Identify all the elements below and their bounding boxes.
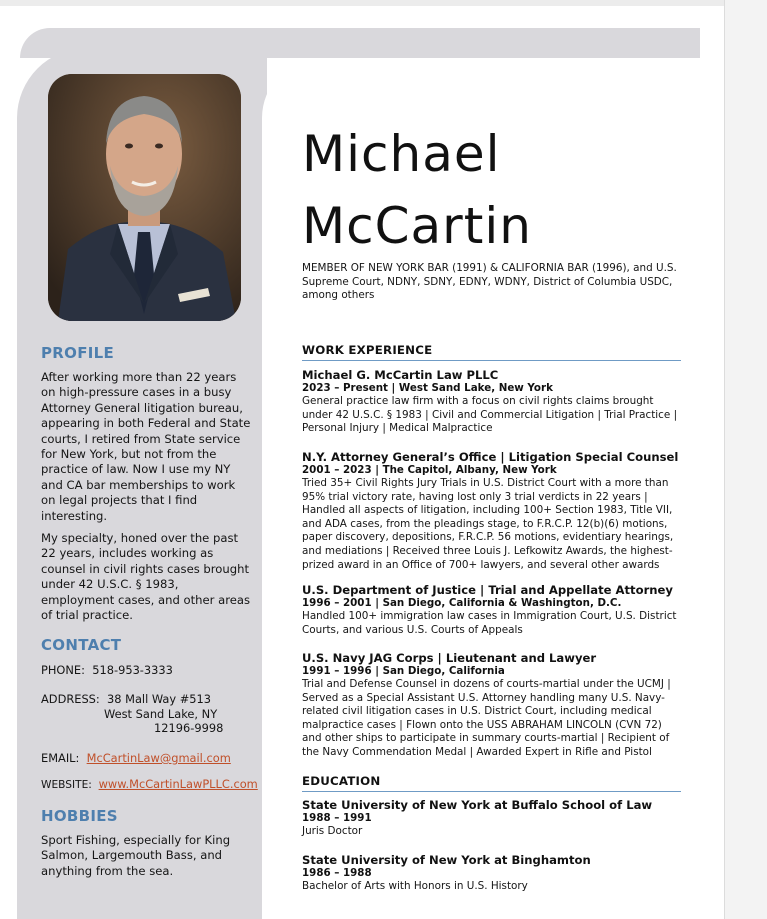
work-experience-heading: WORK EXPERIENCE — [302, 343, 681, 361]
hobbies-text: Sport Fishing, especially for King Salmon, Largemouth Bass, and anything from the sea. — [41, 833, 231, 878]
education-heading: EDUCATION — [302, 774, 681, 792]
job-title: U.S. Navy JAG Corps | Lieutenant and Lawyer — [302, 651, 597, 665]
job-description: Trial and Defense Counsel in dozens of courts-martial under the UCMJ | Served as a Special Assistant U.S. Attorney handling many U.S. Navy-related civil litigation cases in U.S. District Court, including medical malpractice cases | Flown onto the USS ABRAHAM LINCOLN (CVN 72) and other ships to participate in summary courts-martial | Recipient of the Navy Commendation Medal | Awarded Expert in Rifle and Pistol — [302, 678, 671, 758]
document-margin-pane — [724, 0, 767, 919]
phone-line — [41, 663, 173, 677]
website-line — [41, 777, 258, 791]
website-label: WEBSITE: — [41, 779, 92, 791]
email-label: EMAIL: — [41, 751, 80, 765]
job-description: General practice law firm with a focus on civil rights claims brought under 42 U.S.C. § 1983 | Civil and Commercial Litigation | Trial Practice | Personal Injury | Medical Malpractice — [302, 395, 678, 435]
school-degree: Bachelor of Arts with Honors in U.S. History — [302, 880, 528, 892]
address-street: 38 Mall Way #513 — [107, 692, 212, 706]
profile-photo — [48, 74, 241, 321]
job-title: U.S. Department of Justice | Trial and Appellate Attorney — [302, 583, 673, 597]
hobbies-heading: HOBBIES — [41, 807, 118, 825]
address-city: West Sand Lake, NY — [104, 707, 218, 721]
job-entry — [302, 651, 680, 760]
address-line-1 — [41, 692, 211, 706]
job-entry — [302, 583, 680, 637]
job-entry — [302, 450, 680, 572]
job-dates: 1996 – 2001 | San Diego, California & Washington, D.C. — [302, 597, 622, 609]
job-title: N.Y. Attorney General’s Office | Litigation Special Counsel — [302, 450, 679, 464]
school-name: State University of New York at Binghamton — [302, 853, 591, 867]
name-last: McCartin — [302, 197, 532, 255]
job-entry — [302, 368, 680, 436]
name-first: Michael — [302, 125, 501, 183]
job-dates: 2023 – Present | West Sand Lake, New York — [302, 382, 553, 394]
job-title: Michael G. McCartin Law PLLC — [302, 368, 499, 382]
phone-label: PHONE: — [41, 663, 85, 677]
job-description: Tried 35+ Civil Rights Jury Trials in U.S. District Court with a more than 95% trial victory rate, having lost only 3 trial verdicts in 22 years | Handled all aspects of litigation, including 100+ Section 1983, Title VII, and ADA cases, from the pleadings stage, to F.R.C.P. 12(b)(6) motions, paper discovery, depositions, F.R.C.P. 56 motions, evidentiary hearings, and mediations | Received three Louis J. Lefkowitz Awards, the highest-prized award in an Office of 700+ lawyers, and several other awards — [302, 477, 674, 571]
email-line — [41, 751, 231, 765]
school-years: 1988 – 1991 — [302, 812, 372, 824]
bar-admission: MEMBER OF NEW YORK BAR (1991) & CALIFORNIA BAR (1996), and U.S. Supreme Court, NDNY, SDNY, EDNY, WDNY, District of Columbia USDC, among others — [302, 262, 677, 302]
education-entry — [302, 853, 680, 894]
school-degree: Juris Doctor — [302, 825, 363, 837]
education-entry — [302, 798, 680, 839]
address-label: ADDRESS: — [41, 692, 100, 706]
profile-heading: PROFILE — [41, 344, 115, 362]
school-years: 1986 – 1988 — [302, 867, 372, 879]
profile-paragraph-1: After working more than 22 years on high-pressure cases in a busy Attorney General litigation bureau, appearing in both Federal and State courts, I retired from State service for New York, but not from the practice of law. Now I use my NY and CA bar memberships to work on legal projects that I find interesting. — [41, 370, 251, 523]
job-dates: 1991 – 1996 | San Diego, California — [302, 665, 505, 677]
phone-value: 518-953-3333 — [92, 663, 173, 677]
website-link[interactable]: www.McCartinLawPLLC.com — [98, 777, 258, 791]
job-description: Handled 100+ immigration law cases in Immigration Court, U.S. District Courts, and various U.S. Courts of Appeals — [302, 610, 677, 636]
contact-heading: CONTACT — [41, 636, 122, 654]
school-name: State University of New York at Buffalo School of Law — [302, 798, 653, 812]
address-zip: 12196-9998 — [154, 721, 224, 735]
profile-paragraph-2: My specialty, honed over the past 22 years, includes working as counsel in civil rights cases brought under 42 U.S.C. § 1983, employment cases, and other areas of trial practice. — [41, 531, 250, 623]
job-dates: 2001 – 2023 | The Capitol, Albany, New York — [302, 464, 557, 476]
email-link[interactable]: McCartinLaw@gmail.com — [86, 751, 231, 765]
